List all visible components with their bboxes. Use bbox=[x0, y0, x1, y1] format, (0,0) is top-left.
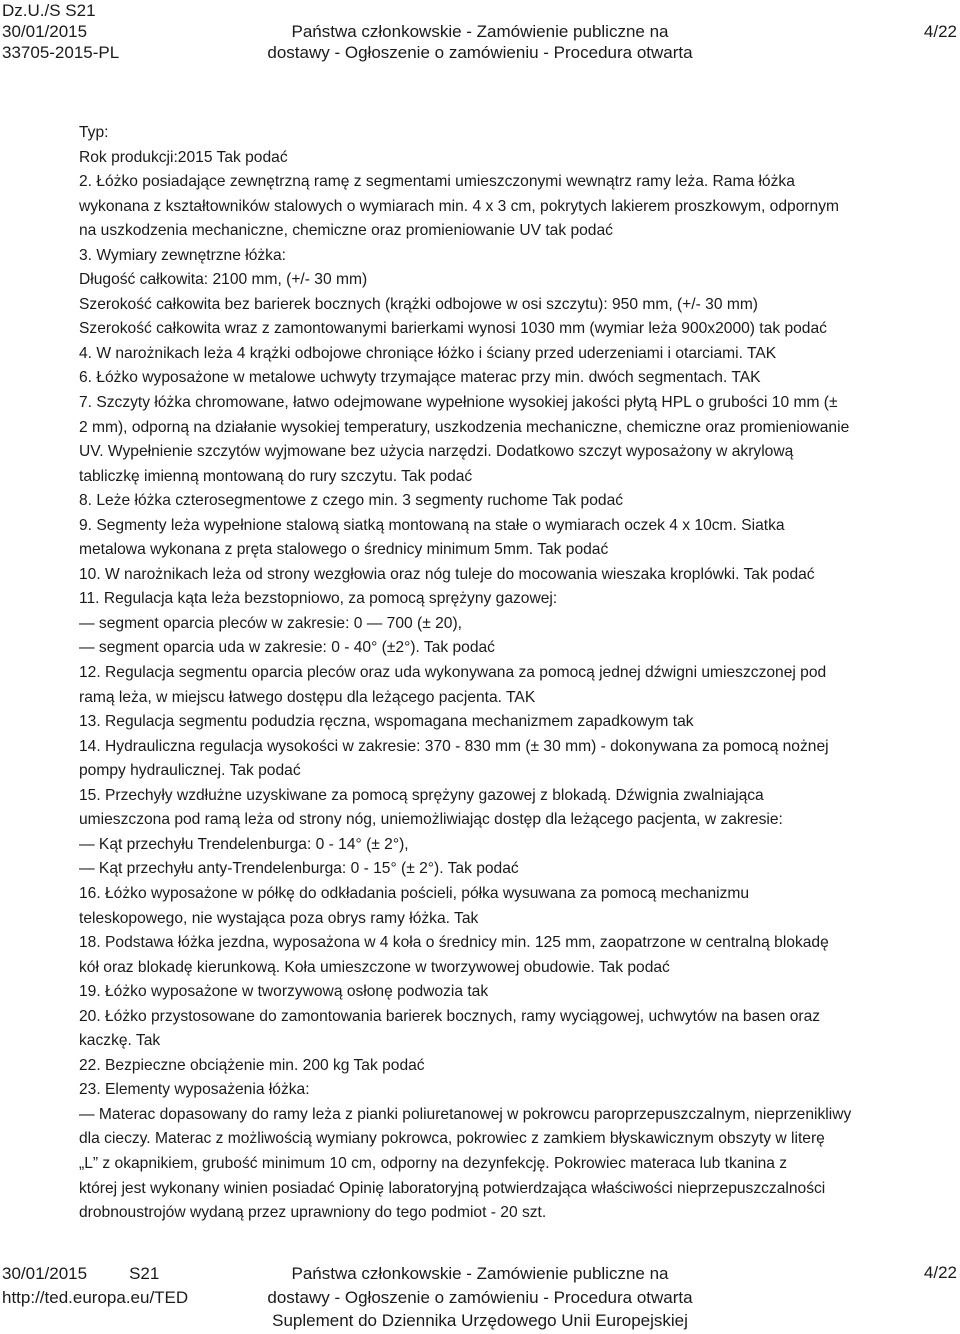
body-line: UV. Wypełnienie szczytów wyjmowane bez użycia narzędzi. Dodatkowo szczyt wyposażony w akrylową bbox=[79, 443, 794, 461]
body-line: 3. Wymiary zewnętrzne łóżka: bbox=[79, 246, 286, 264]
header-title-line-1: Państwa członkowskie - Zamówienie publiczne na bbox=[291, 22, 669, 41]
footer-url[interactable]: http://ted.europa.eu/TED bbox=[2, 1287, 189, 1307]
body-line: umieszczona pod ramą leża od strony nóg, uniemożliwiając dostęp dla leżącego pacjenta, w zakresie: bbox=[79, 811, 783, 829]
body-line: dla cieczy. Materac z możliwością wymiany pokrowca, pokrowiec z zamkiem błyskawicznym obszyty w literę bbox=[79, 1130, 825, 1148]
footer-section: S21 bbox=[129, 1264, 160, 1283]
body-line: 2 mm), odporną na działanie wysokiej temperatury, uszkodzenia mechaniczne, chemiczne oraz promieniowanie bbox=[79, 418, 850, 436]
body-line: Szerokość całkowita bez barierek bocznych (krążki odbojowe w osi szczytu): 950 mm, (+/- 30 mm) bbox=[79, 295, 758, 313]
body-line: na uszkodzenia mechaniczne, chemiczne oraz promieniowanie UV tak podać bbox=[79, 222, 613, 240]
body-line: Szerokość całkowita wraz z zamontowanymi barierkami wynosi 1030 mm (wymiar leża 900x2000) tak podać bbox=[79, 320, 827, 338]
body-line: — Materac dopasowany do ramy leża z pianki poliuretanowej w pokrowcu paroprzepuszczalnym, nieprzenikliwy bbox=[79, 1105, 852, 1123]
body-line: 10. W narożnikach leża od strony wezgłowia oraz nóg tuleje do mocowania wieszaka kroplówki. Tak podać bbox=[79, 565, 815, 583]
body-line: — segment oparcia uda w zakresie: 0 - 40° (±2°). Tak podać bbox=[79, 639, 495, 657]
body-line: 7. Szczyty łóżka chromowane, łatwo odejmowane wypełnione wysokiej jakości płytą HPL o grubości 10 mm (± bbox=[79, 394, 838, 412]
body-line: ramą leża, w miejscu łatwego dostępu dla leżącego pacjenta. TAK bbox=[79, 688, 536, 706]
document-body bbox=[79, 121, 957, 1226]
body-line: której jest wykonany winien posiadać Opinię laboratoryjną potwierdzająca właściwości nieprzepuszczalności bbox=[79, 1179, 826, 1197]
body-line: 12. Regulacja segmentu oparcia pleców oraz uda wykonywana za pomocą jednej dźwigni umieszczonej pod bbox=[79, 664, 827, 682]
body-line: metalowa wykonana z pręta stalowego o średnicy minimum 5mm. Tak podać bbox=[79, 541, 609, 559]
body-line: 16. Łóżko wyposażone w półkę do odkładania pościeli, półka wysuwana za pomocą mechanizmu bbox=[79, 884, 750, 902]
body-line: Rok produkcji:2015 Tak podać bbox=[79, 148, 288, 166]
body-line: 22. Bezpieczne obciążenie min. 200 kg Tak podać bbox=[79, 1056, 425, 1074]
body-line: 11. Regulacja kąta leża bezstopniowo, za pomocą sprężyny gazowej: bbox=[79, 590, 558, 608]
body-line: kół oraz blokadę kierunkową. Koła umieszczone w tworzywowej obudowie. Tak podać bbox=[79, 958, 670, 976]
body-line: — Kąt przechyłu anty-Trendelenburga: 0 - 15° (± 2°). Tak podać bbox=[79, 860, 519, 878]
footer-page-number: 4/22 bbox=[923, 1263, 957, 1282]
body-line: Długość całkowita: 2100 mm, (+/- 30 mm) bbox=[79, 271, 368, 289]
footer-title bbox=[0, 1262, 960, 1333]
body-line: pompy hydraulicznej. Tak podać bbox=[79, 762, 301, 780]
body-line: „L” z okapnikiem, grubość minimum 10 cm, odporny na dezynfekcję. Pokrowiec materaca lub tkanina z bbox=[79, 1154, 788, 1172]
footer-title-line-1: Państwa członkowskie - Zamówienie publiczne na bbox=[291, 1264, 669, 1283]
body-line: 14. Hydrauliczna regulacja wysokości w zakresie: 370 - 830 mm (± 30 mm) - dokonywana za pomocą nożnej bbox=[79, 737, 829, 755]
body-line: 15. Przechyły wzdłużne uzyskiwane za pomocą sprężyny gazowej z blokadą. Dźwignia zwalniająca bbox=[79, 786, 764, 804]
header-notice-id: 33705-2015-PL bbox=[2, 43, 120, 62]
body-line: 23. Elementy wyposażenia łóżka: bbox=[79, 1081, 310, 1099]
body-line: — segment oparcia pleców w zakresie: 0 — 700 (± 20), bbox=[79, 614, 462, 632]
body-line: 19. Łóżko wyposażone w tworzywową osłonę podwozia tak bbox=[79, 983, 489, 1001]
body-line: kaczkę. Tak bbox=[79, 1032, 161, 1050]
body-line: Typ: bbox=[79, 124, 109, 141]
body-line: — Kąt przechyłu Trendelenburga: 0 - 14° (± 2°), bbox=[79, 835, 409, 853]
body-line: 2. Łóżko posiadające zewnętrzną ramę z segmentami umieszczonymi wewnątrz ramy leża. Rama łóżka bbox=[79, 173, 795, 191]
footer-title-line-2: dostawy - Ogłoszenie o zamówieniu - Procedura otwarta bbox=[267, 1287, 693, 1307]
body-line: 6. Łóżko wyposażone w metalowe uchwyty trzymające materac przy min. dwóch segmentach. TAK bbox=[79, 369, 761, 387]
body-line: 4. W narożnikach leża 4 krążki odbojowe chroniące łóżko i ściany przed uderzeniami i otarciami. TAK bbox=[79, 344, 777, 362]
footer-date: 30/01/2015 bbox=[2, 1264, 88, 1283]
header-journal-ref: Dz.U./S S21 bbox=[2, 1, 96, 20]
body-line: 18. Podstawa łóżka jezdna, wyposażona w 4 koła o średnicy min. 125 mm, zaopatrzone w centralną blokadę bbox=[79, 934, 829, 952]
body-line: drobnoustrojów wydaną przez uprawniony do tego podmiot - 20 szt. bbox=[79, 1204, 547, 1222]
body-line: 20. Łóżko przystosowane do zamontowania barierek bocznych, ramy wyciągowej, uchwytów na basen oraz bbox=[79, 1007, 821, 1025]
body-line: 13. Regulacja segmentu podudzia ręczna, wspomagana mechanizmem zapadkowym tak bbox=[79, 713, 694, 731]
body-line: wykonana z kształtowników stalowych o wymiarach min. 4 x 3 cm, pokrytych lakierem proszkowym, odpornym bbox=[79, 197, 840, 215]
header-date: 30/01/2015 bbox=[2, 22, 88, 41]
header-title bbox=[0, 21, 960, 63]
body-line: 9. Segmenty leża wypełnione stalową siatką montowaną na stałe o wymiarach oczek 4 x 10cm. Siatka bbox=[79, 516, 785, 534]
footer-supplement: Suplement do Dziennika Urzędowego Unii Europejskiej bbox=[272, 1311, 688, 1330]
body-line: 8. Leże łóżka czterosegmentowe z czego min. 3 segmenty ruchome Tak podać bbox=[79, 492, 624, 510]
body-line: tabliczkę imienną montowaną do rury szczytu. Tak podać bbox=[79, 467, 473, 485]
header-page-number: 4/22 bbox=[923, 22, 957, 41]
header-title-line-2: dostawy - Ogłoszenie o zamówieniu - Procedura otwarta bbox=[267, 43, 693, 62]
body-line: teleskopowego, nie wystająca poza obrys ramy łóżka. Tak bbox=[79, 909, 479, 927]
